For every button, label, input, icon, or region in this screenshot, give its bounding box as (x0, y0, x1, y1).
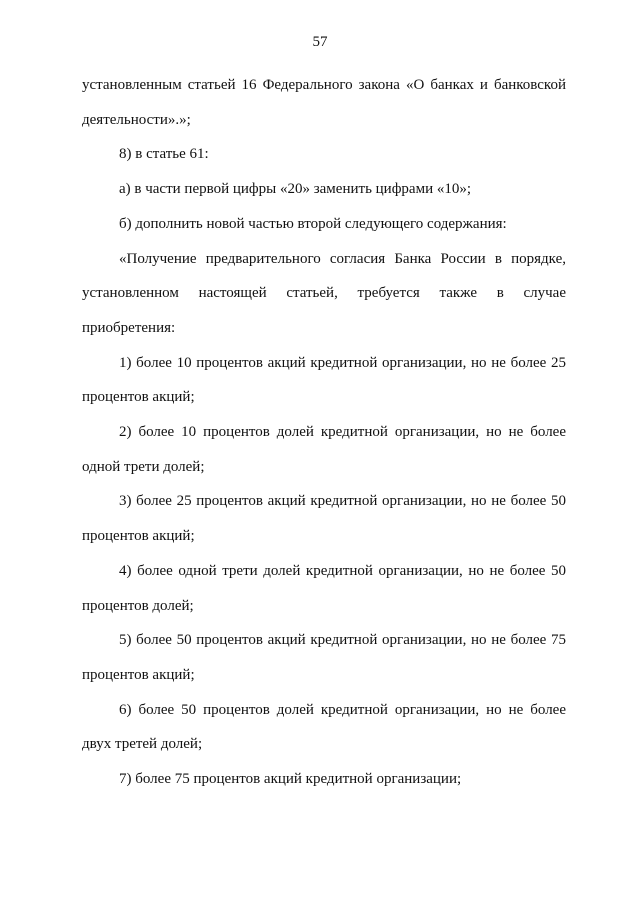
document-body (82, 68, 566, 797)
paragraph-list-item-2: 2) более 10 процентов долей кредитной организации, но не более одной трети долей; (82, 424, 566, 475)
paragraph-list-item-4: 4) более одной трети долей кредитной организации, но не более 50 процентов долей; (82, 562, 566, 614)
page-number: 57 (312, 34, 328, 50)
paragraph-list-item-5: 5) более 50 процентов акций кредитной организации, но не более 75 процентов акций; (82, 632, 566, 683)
paragraph-list-item-7: 7) более 75 процентов акций кредитной организации; (119, 771, 462, 788)
paragraph-quoted-intro: «Получение предварительного согласия Банка России в порядке, установленном настоящей статьей, требуется также в случае приобретения: (82, 250, 566, 336)
paragraph-list-item-3: 3) более 25 процентов акций кредитной организации, но не более 50 процентов акций; (82, 493, 566, 545)
paragraph-list-item-6: 6) более 50 процентов долей кредитной организации, но не более двух третей долей; (82, 701, 566, 753)
paragraph-continuation: установленным статьей 16 Федерального закона «О банках и банковской деятельности».»; (82, 77, 566, 128)
paragraph-item-8: 8) в статье 61: (119, 146, 209, 163)
paragraph-subitem-a: а) в части первой цифры «20» заменить цифрами «10»; (119, 181, 472, 198)
paragraph-subitem-b: б) дополнить новой частью второй следующего содержания: (119, 215, 507, 232)
paragraph-list-item-1: 1) более 10 процентов акций кредитной организации, но не более 25 процентов акций; (82, 354, 566, 406)
